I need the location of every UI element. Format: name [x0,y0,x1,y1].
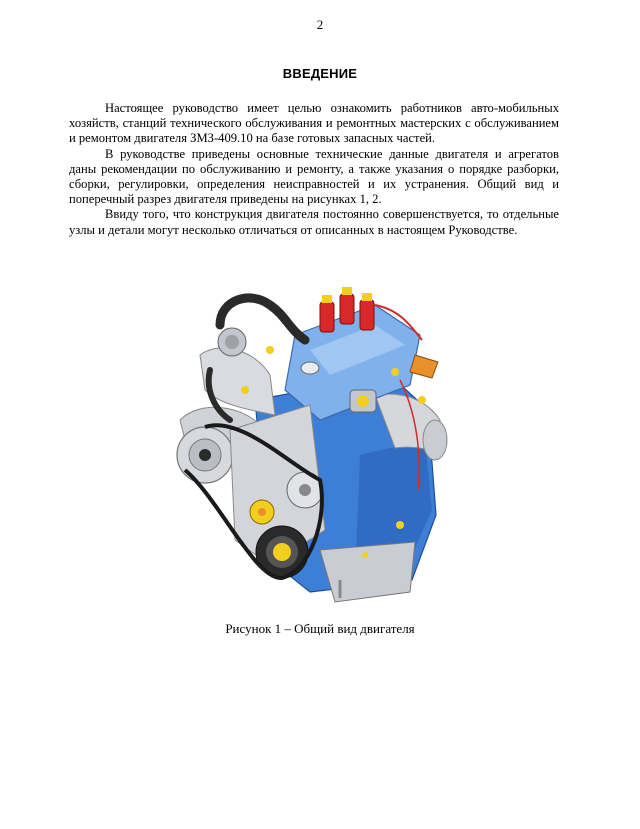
section-heading: ВВЕДЕНИЕ [282,66,358,81]
ignition-coil-1 [320,302,334,332]
paragraph-1: Настоящее руководство имеет целью ознакомить работников авто-мобильных хозяйств, станций технического обслуживания и ремонтных мастерских с обслуживанием и ремонтом двигателя ЗМЗ-409.10 на базе готовых запасных частей. [69,101,559,146]
paragraph-2: В руководстве приведены основные технические данные двигателя и агрегатов даны рекомендации по обслуживанию и ремонту, а также указания о порядке разборки, сборки, регулировки, определения неисправностей и их устранения. Общий вид и поперечный разрез двигателя приведены на рисунках 1, 2. [69,146,559,207]
ignition-coil-2 [340,294,354,324]
oil-pan [320,542,415,602]
page-number: 2 [316,17,324,32]
engine-illustration [160,280,470,610]
paragraph-3: Ввиду того, что конструкция двигателя постоянно совершенствуется, то отдельные узлы и детали могут несколько отличаться от описанных в настоящем Руководстве. [69,207,559,237]
body-text [69,101,559,238]
engine-drawing [160,280,470,610]
ignition-coil-3 [360,300,374,330]
figure-caption: Рисунок 1 – Общий вид двигателя [225,621,415,636]
